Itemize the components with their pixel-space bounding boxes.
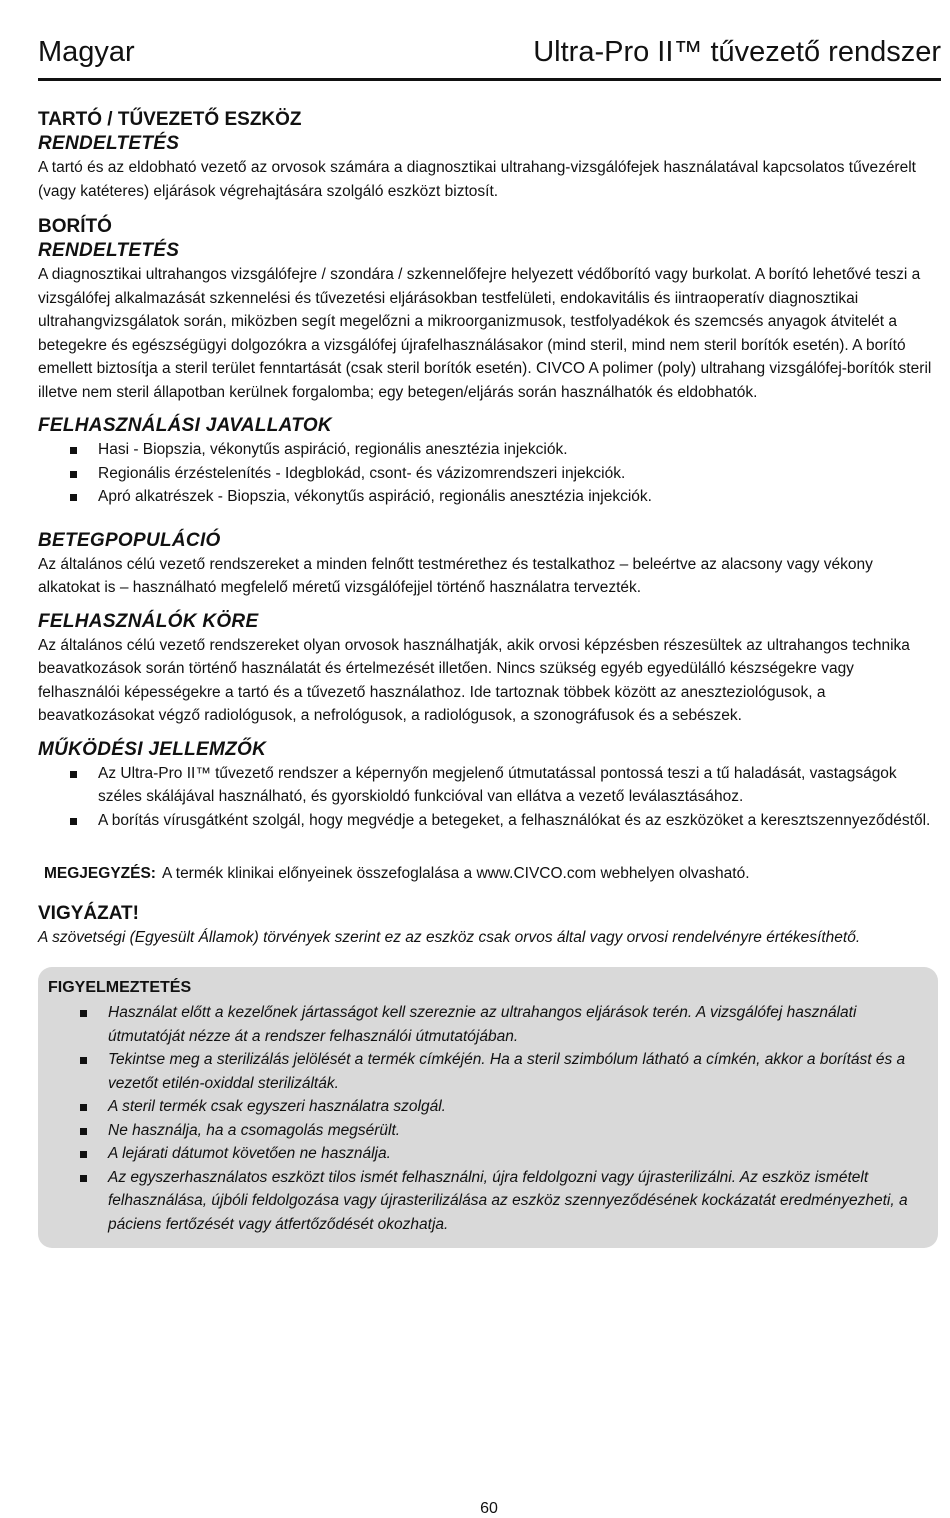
- features-title: MŰKÖDÉSI JELLEMZŐK: [38, 738, 267, 760]
- bullet-icon: [70, 771, 77, 778]
- bullet-icon: [80, 1104, 87, 1111]
- list-item: [48, 1166, 924, 1237]
- list-item-text: Ne használja, ha a csomagolás megsérült.: [108, 1121, 401, 1139]
- warning-box: [38, 967, 938, 1248]
- bullet-icon: [70, 447, 77, 454]
- population-text: Az általános célú vezető rendszereket a minden felnőtt testmérethez és testalkathoz – beleértve az alacsony vagy vékony alkatokat is – használható megfelelő méretű vizsgálófejjel történő használatra tervezték.: [38, 555, 873, 596]
- list-item-text: A lejárati dátumot követően ne használja.: [108, 1145, 391, 1162]
- list-item: [38, 809, 938, 833]
- bullet-icon: [80, 1010, 87, 1017]
- list-item: [48, 1048, 924, 1095]
- note-label: MEGJEGYZÉS:: [44, 865, 156, 882]
- cover-text: A diagnosztikai ultrahangos vizsgálófejre / szondára / szkennelőfejre helyezett védőborító vagy burkolat. A borító lehetővé teszi a vizsgálófej alkalmazását szkennelési és tűvezetési eljárásokban testfelületi, endokavitális és iintraoperatív diagnosztikai ultrahangvizsgálatok során, miközben segít megelőzni a mikroorganizmusok, testfolyadékok és szemcsés anyagok átvitelét a betegekre és egészségügyi dolgozókra a vizsgálófej újrafelhasználásakor (mind steril, mind nem steril borítók esetén). A borító emellett biztosítja a steril terület fenntartását (csak steril borítók esetén). CIVCO A polimer (poly) ultrahang vizsgálófej-borítók steril illetve nem steril állapotban kerülnek forgalomba; egy betegen/eljárás során használhatók és eldobhatók.: [38, 266, 932, 401]
- list-item: [38, 762, 938, 809]
- list-item: [48, 1119, 924, 1143]
- bullet-icon: [70, 818, 77, 825]
- list-item: [38, 485, 938, 509]
- main-content: [38, 108, 938, 1248]
- bullet-icon: [70, 471, 77, 478]
- holder-section-title: TARTÓ / TŰVEZETŐ ESZKÖZ: [38, 109, 302, 130]
- bullet-icon: [80, 1151, 87, 1158]
- list-item-text: Regionális érzéstelenítés - Idegblokád, csont- és vázizomrendszeri injekciók.: [98, 464, 626, 482]
- list-item: [38, 438, 938, 462]
- indications-title: FELHASZNÁLÁSI JAVALLATOK: [38, 415, 332, 436]
- page-header: [38, 30, 941, 81]
- cover-section-title: BORÍTÓ: [38, 216, 112, 237]
- cover-subtitle: RENDELTETÉS: [38, 240, 180, 261]
- bullet-icon: [80, 1057, 87, 1064]
- list-item: [48, 1095, 924, 1119]
- list-item-text: Használat előtt a kezelőnek jártasságot kell szereznie az ultrahangos eljárások terén. A vizsgálófej használati útmutatóját nézze át a rendszer felhasználói útmutatójában.: [108, 1004, 857, 1045]
- note: [38, 862, 938, 886]
- bullet-icon: [80, 1128, 87, 1135]
- list-item-text: Az egyszerhasználatos eszközt tilos ismét felhasználni, újra feldolgozni vagy újrasterilizálni. Az eszköz ismételt felhasználása, újbóli feldolgozása vagy újrasterilizálása az eszköz szennyeződésének kockázatát eredményezheti, a páciens fertőzését vagy átfertőződését okozhatja.: [108, 1168, 908, 1233]
- list-item-text: Hasi - Biopszia, vékonytűs aspiráció, regionális anesztézia injekciók.: [98, 441, 568, 458]
- header-language: Magyar: [38, 36, 135, 68]
- holder-subtitle: RENDELTETÉS: [38, 133, 180, 154]
- list-item: [38, 462, 938, 486]
- features-list: [38, 762, 938, 833]
- caution-text: A szövetségi (Egyesült Államok) törvények szerint ez az eszköz csak orvos által vagy orvosi rendelvényre értékesíthető.: [38, 928, 861, 946]
- bullet-icon: [70, 494, 77, 501]
- warning-title: FIGYELMEZTETÉS: [48, 979, 192, 996]
- indications-list: [38, 438, 938, 509]
- header-product-title: Ultra-Pro II™ tűvezető rendszer: [533, 36, 941, 68]
- warning-list: [48, 1001, 924, 1236]
- list-item-text: Apró alkatrészek - Biopszia, vékonytűs aspiráció, regionális anesztézia injekciók.: [98, 488, 652, 505]
- users-title: FELHASZNÁLÓK KÖRE: [38, 610, 259, 632]
- list-item-text: A steril termék csak egyszeri használatra szolgál.: [108, 1098, 446, 1115]
- list-item-text: Tekintse meg a sterilizálás jelölését a termék címkéjén. Ha a steril szimbólum látható a címkén, akkor a borítást és a vezetőt etilén-oxiddal sterilizálták.: [108, 1051, 906, 1092]
- page-number: 60: [480, 1500, 498, 1517]
- caution-title: VIGYÁZAT!: [38, 902, 139, 924]
- users-text: Az általános célú vezető rendszereket olyan orvosok használhatják, akik orvosi képzésben részesültek az ultrahangos technika beavatkozások során történő használatát és értelmezését illetően. Nincs szükség egyéb egyedülálló készségekre vagy felhasználói képességekre a tartó és a tűvezető használathoz. Ide tartoznak többek között az aneszteziológusok, a beavatkozásokat végző radiológusok, a nefrológusok, a radiológusok, a szonográfusok és a sebészek.: [38, 636, 910, 724]
- note-text: A termék klinikai előnyeinek összefoglalása a www.CIVCO.com webhelyen olvasható.: [161, 865, 750, 882]
- population-title: BETEGPOPULÁCIÓ: [38, 529, 221, 551]
- list-item: [48, 1001, 924, 1048]
- bullet-icon: [80, 1175, 87, 1182]
- list-item-text: Az Ultra-Pro II™ tűvezető rendszer a képernyőn megjelenő útmutatással pontossá teszi a tű haladását, vastagságok széles skálájával használható, és gyorskioldó funkcióval van ellátva a vezető leválasztásához.: [98, 764, 897, 805]
- list-item-text: A borítás vírusgátként szolgál, hogy megvédje a betegeket, a felhasználókat és az eszközöket a keresztszennyeződéstől.: [98, 811, 931, 829]
- list-item: [48, 1142, 924, 1166]
- holder-text: A tartó és az eldobható vezető az orvosok számára a diagnosztikai ultrahang-vizsgálófejek használatával kapcsolatos tűvezérelt (vagy katéteres) eljárások végrehajtására szolgáló eszközt biztosít.: [38, 159, 916, 200]
